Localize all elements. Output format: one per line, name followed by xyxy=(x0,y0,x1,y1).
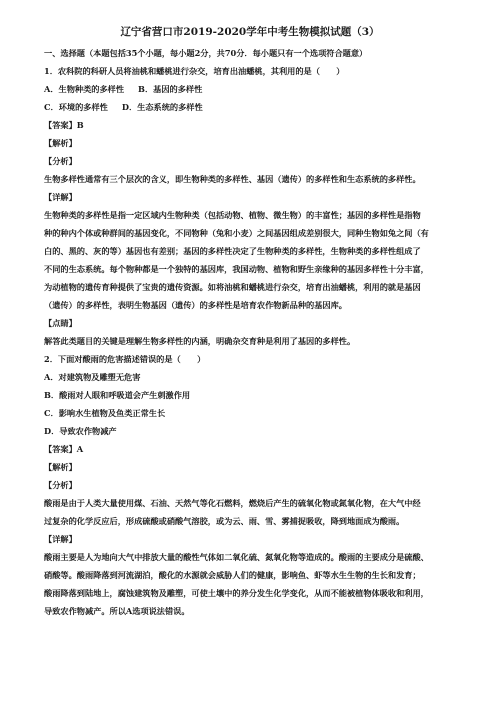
q1-dianjing-tag: 【点睛】 xyxy=(44,318,77,328)
q1-jiexi-tag: 【解析】 xyxy=(44,138,77,148)
q1-option-b: B．基因的多样性 xyxy=(138,84,203,94)
q1-stem: 1．农科院的科研人员将油桃和蟠桃进行杂交，培育出油蟠桃，其利用的是（ ） xyxy=(44,66,345,76)
q2-stem: 2．下面对酸雨的危害描述错误的是（ ） xyxy=(44,354,206,364)
q2-jiexi-tag: 【解析】 xyxy=(44,462,77,472)
q2-xiangjie-line-1: 酸雨主要是人为地向大气中排放大量的酸性气体如二氧化硫、氮氧化物等造成的。酸雨的主要成分是硫酸、 xyxy=(44,552,429,562)
q1-xiangjie-line-1: 生物种类的多样性是指一定区域内生物种类（包括动物、植物、微生物）的丰富性；基因的多样性是指物 xyxy=(44,210,421,220)
q1-option-a: A．生物种类的多样性 xyxy=(44,84,125,94)
q2-fenxi-tag: 【分析】 xyxy=(44,480,77,490)
q2-xiangjie-line-2: 硝酸等。酸雨降落到河流湖泊，酸化的水源就会威胁人们的健康，影响鱼、虾等水生生物的生长和发育； xyxy=(44,570,421,580)
q2-fenxi-line-2: 过复杂的化学反应后，形成硫酸或硝酸气溶胶，或为云、雨、雪、雾捕捉吸收，降到地面成为酸雨。 xyxy=(44,516,405,526)
q2-xiangjie-line-3: 酸雨降落到陆地上，腐蚀建筑物及雕塑，可使土壤中的养分发生化学变化，从而不能被植物体吸收和利用， xyxy=(44,588,429,598)
q2-xiangjie-line-4: 导致农作物减产。所以A选项说法错误。 xyxy=(44,606,190,616)
section-heading: 一、选择题（本题包括35个小题，每小题2分，共70分．每小题只有一个选项符合题意） xyxy=(44,48,368,58)
q1-option-d: D．生态系统的多样性 xyxy=(121,102,203,112)
q2-option-c: C．影响水生植物及鱼类正常生长 xyxy=(44,408,166,418)
q1-answer: 【答案】B xyxy=(44,120,84,130)
q2-option-a: A．对建筑物及雕塑无危害 xyxy=(44,372,141,382)
q1-xiangjie-tag: 【详解】 xyxy=(44,192,77,202)
q2-fenxi-line-1: 酸雨是由于人类大量使用煤、石油、天然气等化石燃料，燃烧后产生的硫氧化物或氮氧化物，在大气中经 xyxy=(44,498,421,508)
q2-option-b: B．酸雨对人眼和呼吸道会产生刺激作用 xyxy=(44,390,191,400)
q1-dianjing-text: 解答此类题目的关键是理解生物多样性的内涵，明确杂交育种是利用了基因的多样性。 xyxy=(44,336,356,346)
q2-xiangjie-tag: 【详解】 xyxy=(44,534,77,544)
q1-xiangjie-line-5: 为动植物的遗传育种提供了宝贵的遗传资源。如将油桃和蟠桃进行杂交，培育出油蟠桃，利用的就是基因 xyxy=(44,282,421,292)
q1-fenxi-text: 生物多样性通常有三个层次的含义，即生物种类的多样性、基因（遗传）的多样性和生态系统的多样性。 xyxy=(44,174,421,184)
q1-options-row-2 xyxy=(44,98,456,116)
q1-xiangjie-line-4: 不同的生态系统。每个物种都是一个独特的基因库，我国动物、植物和野生亲缘种的基因多样性十分丰富， xyxy=(44,264,429,274)
q2-answer: 【答案】A xyxy=(44,444,84,454)
q1-xiangjie-line-6: （遗传）的多样性，表明生物基因（遗传）的多样性是培育农作物新品种的基因库。 xyxy=(44,300,347,310)
q1-fenxi-tag: 【分析】 xyxy=(44,156,77,166)
page-title: 辽宁省营口市2019-2020学年中考生物模拟试题（3） xyxy=(120,26,380,38)
q1-xiangjie-line-3: 白的、黑的、灰的等）基因也有差别；基因的多样性决定了生物种类的多样性，生物种类的多样性组成了 xyxy=(44,246,421,256)
q1-options-row-1 xyxy=(44,80,456,98)
q2-option-d: D．导致农作物减产 xyxy=(44,426,117,436)
q1-xiangjie-line-2: 种的种内个体或种群间的基因变化，不同物种（兔和小麦）之间基因组成差别很大，同种生物如兔之间（有 xyxy=(44,228,429,238)
q1-option-c: C．环境的多样性 xyxy=(44,102,108,112)
